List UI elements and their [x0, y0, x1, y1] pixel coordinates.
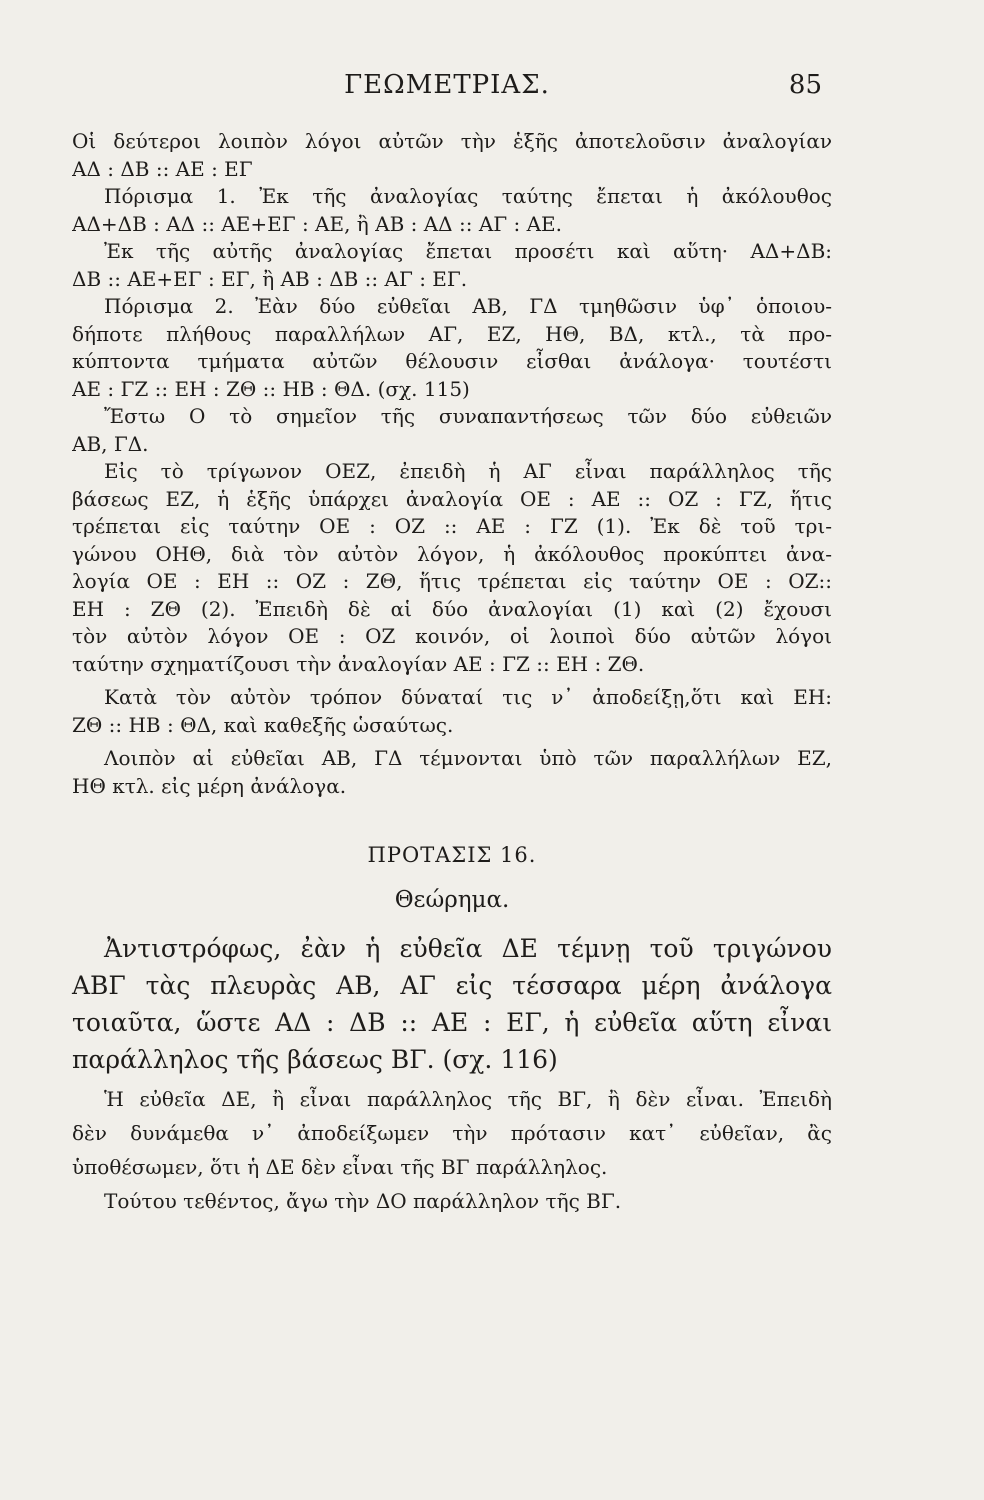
text-line: ταύτην σχηματίζουσι τὴν ἀναλογίαν ΑΕ : ΓΖ :: ΕΗ : ΖΘ.	[72, 651, 645, 676]
text-line: τὸν αὐτὸν λόγον ΟΕ : ΟΖ κοινόν, οἱ λοιποὶ δύο αὐτῶν λόγοι	[72, 624, 832, 648]
text-line: ΖΘ :: ΗΒ : ΘΔ, καὶ καθεξῆς ὡσαύτως.	[72, 712, 454, 737]
body-text	[72, 128, 832, 1218]
text-line: τρέπεται εἰς ταύτην ΟΕ : ΟΖ :: ΑΕ : ΓΖ (1). Ἐκ δὲ τοῦ τρι-	[72, 514, 832, 538]
proof-line: ὑποθέσωμεν, ὅτι ἡ ΔΕ δὲν εἶναι τῆς ΒΓ παράλληλος.	[72, 1155, 608, 1179]
text-line: δήποτε πλήθους παραλλήλων ΑΓ, ΕΖ, ΗΘ, ΒΔ, κτλ., τὰ προ-	[72, 321, 832, 346]
text-line: ΔΒ :: ΑΕ+ΕΓ : ΕΓ, ἢ ΑΒ : ΔΒ :: ΑΓ : ΕΓ.	[72, 266, 468, 291]
proof-line: δὲν δυνάμεθα ν᾽ ἀποδείξωμεν τὴν πρότασιν κατ᾽ εὐθεῖαν, ἂς	[72, 1121, 832, 1145]
statement-line: ΑΒΓ τὰς πλευρὰς ΑΒ, ΑΓ εἰς τέσσαρα μέρη ἀνάλογα	[72, 971, 832, 1000]
statement-line: παράλληλος τῆς βάσεως ΒΓ. (σχ. 116)	[72, 1045, 558, 1074]
proof-text	[72, 1082, 832, 1218]
text-line: Οἱ δεύτεροι λοιπὸν λόγοι αὐτῶν τὴν ἑξῆς ἀποτελοῦσιν ἀναλογίαν	[72, 129, 832, 153]
text-line: βάσεως ΕΖ, ἡ ἑξῆς ὑπάρχει ἀναλογία ΟΕ : ΑΕ :: ΟΖ : ΓΖ, ἥτις	[72, 486, 832, 511]
text-line: Λοιπὸν αἱ εὐθεῖαι ΑΒ, ΓΔ τέμνονται ὑπὸ τῶν παραλλήλων ΕΖ,	[104, 746, 832, 770]
text-line: Ἐκ τῆς αὐτῆς ἀναλογίας ἔπεται προσέτι καὶ αὕτη· ΑΔ+ΔΒ:	[104, 239, 832, 263]
proposition-statement	[72, 930, 832, 1078]
text-line: λογία ΟΕ : ΕΗ :: ΟΖ : ΖΘ, ἥτις τρέπεται εἰς ταύτην ΟΕ : ΟΖ::	[72, 569, 832, 593]
statement-line: Ἀντιστρόφως, ἐὰν ἡ εὐθεῖα ΔΕ τέμνῃ τοῦ τριγώνου	[104, 934, 832, 963]
text-line: κύπτοντα τμήματα αὐτῶν θέλουσιν εἶσθαι ἀνάλογα· τουτέστι	[72, 349, 832, 373]
corollary-2-line: Πόρισμα 2. Ἐὰν δύο εὐθεῖαι ΑΒ, ΓΔ τμηθῶσιν ὑφ᾽ ὁποιου-	[104, 294, 832, 318]
text-line: Κατὰ τὸν αὐτὸν τρόπον δύναταί τις ν᾽ ἀποδείξῃ,ὅτι καὶ ΕΗ:	[104, 685, 832, 709]
text-line: Εἰς τὸ τρίγωνον ΟΕΖ, ἐπειδὴ ἡ ΑΓ εἶναι παράλληλος τῆς	[104, 459, 832, 483]
text-line: ΑΔ+ΔΒ : ΑΔ :: ΑΕ+ΕΓ : ΑΕ, ἢ ΑΒ : ΑΔ :: ΑΓ : ΑΕ.	[72, 211, 562, 236]
corollary-1-line: Πόρισμα 1. Ἐκ τῆς ἀναλογίας ταύτης ἔπεται ἡ ἀκόλουθος	[104, 184, 832, 208]
text-line: ΑΔ : ΔΒ :: ΑΕ : ΕΓ	[72, 156, 253, 181]
proof-line: Ἡ εὐθεῖα ΔΕ, ἢ εἶναι παράλληλος τῆς ΒΓ, ἢ δὲν εἶναι. Ἐπειδὴ	[104, 1087, 832, 1111]
proof-line: Τούτου τεθέντος, ἄγω τὴν ΔΟ παράλληλον τῆς ΒΓ.	[104, 1189, 622, 1213]
text-line: ΑΕ : ΓΖ :: ΕΗ : ΖΘ :: ΗΒ : ΘΔ. (σχ. 115)	[72, 376, 470, 401]
statement-line: τοιαῦτα, ὥστε ΑΔ : ΔΒ :: ΑΕ : ΕΓ, ἡ εὐθεῖα αὕτη εἶναι	[72, 1008, 832, 1037]
text-line: Ἔστω Ο τὸ σημεῖον τῆς συναπαντήσεως τῶν δύο εὐθειῶν	[104, 404, 832, 428]
text-line: ΗΘ κτλ. εἰς μέρη ἀνάλογα.	[72, 773, 347, 798]
text-line: ΕΗ : ΖΘ (2). Ἐπειδὴ δὲ αἱ δύο ἀναλογίαι (1) καὶ (2) ἔχουσι	[72, 596, 832, 621]
text-line: γώνου ΟΗΘ, διὰ τὸν αὐτὸν λόγον, ἡ ἀκόλουθος προκύπτει ἀνα-	[72, 541, 832, 566]
running-title: ΓΕΩΜΕΤΡΙΑΣ.	[344, 70, 550, 100]
page-number: 85	[788, 70, 822, 100]
page-header	[72, 70, 822, 104]
text-line: ΑΒ, ΓΔ.	[72, 431, 149, 456]
proposition-title: ΠΡΟΤΑΣΙΣ 16.	[367, 843, 537, 867]
proposition-subtitle: Θεώρημα.	[394, 887, 510, 913]
